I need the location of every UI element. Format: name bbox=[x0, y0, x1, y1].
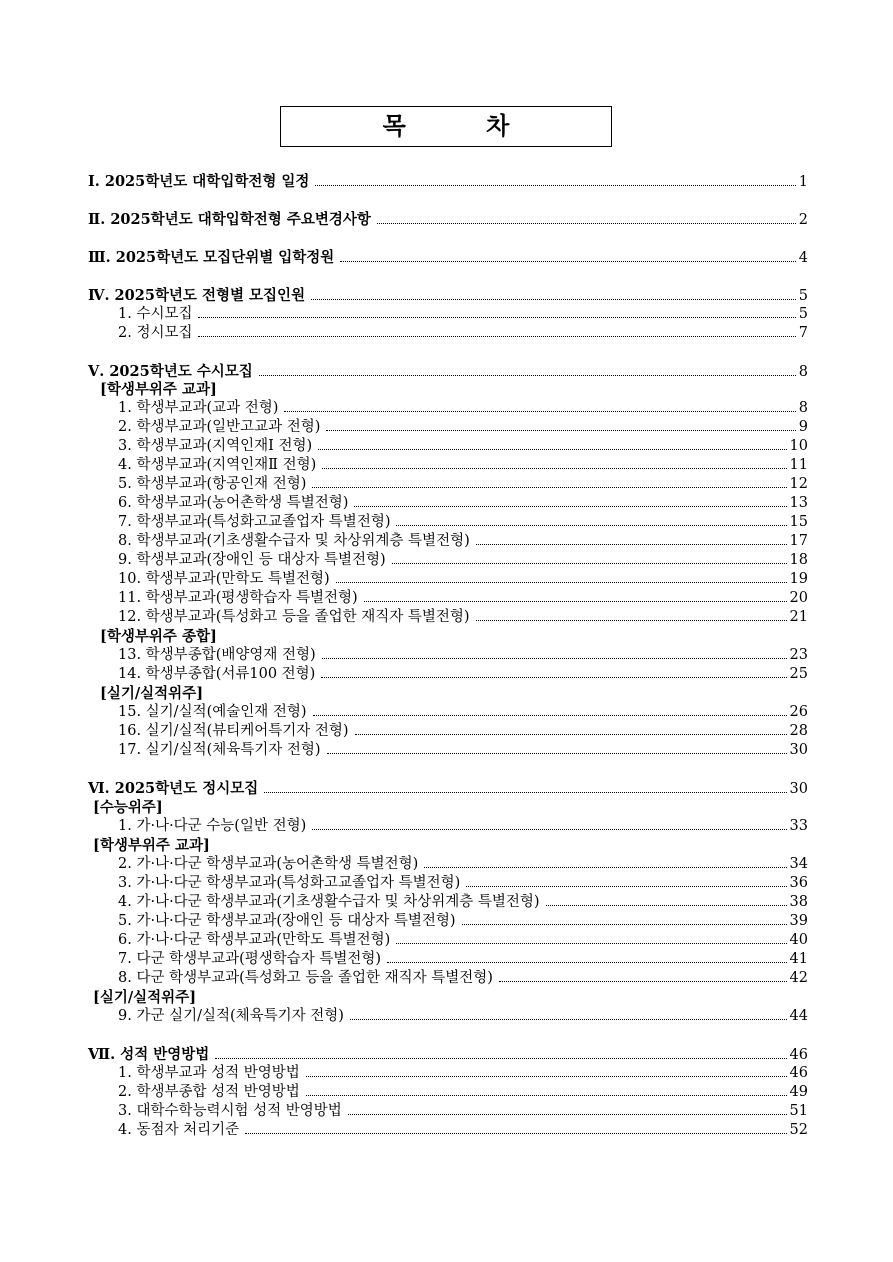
toc-page-number: 52 bbox=[789, 1122, 808, 1138]
dot-leader bbox=[327, 752, 787, 754]
toc-page-number: 1 bbox=[798, 174, 808, 190]
toc-item[interactable] bbox=[118, 608, 808, 627]
dot-leader bbox=[354, 505, 786, 507]
dot-leader bbox=[377, 222, 796, 224]
toc-page-number: 28 bbox=[789, 723, 808, 739]
toc-item-label: 7. 학생부교과(특성화고교졸업자 특별전형) bbox=[118, 514, 391, 530]
toc-item[interactable] bbox=[118, 456, 808, 475]
dot-leader bbox=[355, 733, 787, 735]
toc-item[interactable] bbox=[118, 1064, 808, 1083]
dot-leader bbox=[312, 828, 786, 830]
toc-page-number: 19 bbox=[789, 571, 808, 587]
toc-item-label: 1. 학생부교과 성적 반영방법 bbox=[118, 1065, 300, 1081]
toc-page-number: 34 bbox=[789, 856, 808, 872]
toc-item[interactable] bbox=[118, 874, 808, 893]
toc-item-label: 6. 학생부교과(농어촌학생 특별전형) bbox=[118, 495, 349, 511]
toc-item[interactable] bbox=[118, 570, 808, 589]
toc-item[interactable] bbox=[118, 665, 808, 684]
dot-leader bbox=[321, 676, 786, 678]
dot-leader bbox=[198, 316, 795, 318]
toc-page-number: 2 bbox=[798, 212, 808, 228]
toc-item-label: 1. 가·나·다군 수능(일반 전형) bbox=[118, 818, 307, 834]
toc-item[interactable] bbox=[118, 950, 808, 969]
toc-page-number: 4 bbox=[798, 250, 808, 266]
dot-leader bbox=[364, 600, 787, 602]
dot-leader bbox=[322, 657, 787, 659]
toc-item[interactable] bbox=[118, 703, 808, 722]
toc-item-label: 13. 학생부종합(배양영재 전형) bbox=[118, 647, 316, 663]
toc-chapter-label: Ⅶ. 성적 반영방법 bbox=[88, 1046, 210, 1063]
dot-leader bbox=[350, 1018, 787, 1020]
toc-item[interactable] bbox=[118, 418, 808, 437]
toc-group-heading: [실기/실적위주] bbox=[100, 685, 204, 702]
toc-item-label: 1. 수시모집 bbox=[118, 306, 193, 322]
toc-chapter-7[interactable] bbox=[88, 1045, 808, 1064]
toc-page-number: 8 bbox=[798, 400, 808, 416]
toc-item[interactable] bbox=[118, 1007, 808, 1026]
toc-chapter-label: Ⅰ. 2025학년도 대학입학전형 일정 bbox=[88, 173, 310, 190]
toc-item[interactable] bbox=[118, 305, 808, 324]
toc-item-label: 2. 학생부교과(일반고교과 전형) bbox=[118, 419, 321, 435]
dot-leader bbox=[322, 467, 786, 469]
dot-leader bbox=[198, 335, 795, 337]
toc-item[interactable] bbox=[118, 931, 808, 950]
toc-chapter-label: Ⅴ. 2025학년도 수시모집 bbox=[88, 363, 253, 380]
toc-chapter-4[interactable] bbox=[88, 286, 808, 305]
toc-item-label: 9. 학생부교과(장애인 등 대상자 특별전형) bbox=[118, 552, 386, 568]
toc-item-label: 8. 다군 학생부교과(특성화고 등을 졸업한 재직자 특별전형) bbox=[118, 970, 493, 986]
dot-leader bbox=[546, 904, 787, 906]
toc-item-label: 16. 실기/실적(뷰티케어특기자 전형) bbox=[118, 723, 349, 739]
toc-item-label: 15. 실기/실적(예술인재 전형) bbox=[118, 704, 307, 720]
toc-page-number: 10 bbox=[789, 438, 808, 454]
toc-page-number: 9 bbox=[798, 419, 808, 435]
toc-item[interactable] bbox=[118, 1102, 808, 1121]
toc-item-label: 2. 정시모집 bbox=[118, 325, 193, 341]
toc-item-label: 6. 가·나·다군 학생부교과(만학도 특별전형) bbox=[118, 932, 391, 948]
dot-leader bbox=[306, 1094, 787, 1096]
toc-page-number: 39 bbox=[789, 913, 808, 929]
toc-item[interactable] bbox=[118, 551, 808, 570]
toc-group-heading: [실기/실적위주] bbox=[93, 989, 197, 1006]
toc-item[interactable] bbox=[118, 532, 808, 551]
toc-item-label: 4. 학생부교과(지역인재Ⅱ 전형) bbox=[118, 457, 317, 473]
toc-page-number: 46 bbox=[789, 1047, 808, 1063]
toc-page-number: 12 bbox=[789, 476, 808, 492]
toc-page-number: 17 bbox=[789, 533, 808, 549]
toc-chapter-2[interactable] bbox=[88, 210, 808, 229]
dot-leader bbox=[264, 791, 786, 793]
dot-leader bbox=[499, 980, 787, 982]
toc-page-number: 21 bbox=[789, 609, 808, 625]
dot-leader bbox=[318, 448, 786, 450]
toc-item-label: 10. 학생부교과(만학도 특별전형) bbox=[118, 571, 330, 587]
toc-item-label: 5. 학생부교과(항공인재 전형) bbox=[118, 476, 307, 492]
dot-leader bbox=[306, 1075, 787, 1077]
toc-page-number: 36 bbox=[789, 875, 808, 891]
toc-page-number: 46 bbox=[789, 1065, 808, 1081]
toc-item-label: 1. 학생부교과(교과 전형) bbox=[118, 400, 279, 416]
toc-page-number: 44 bbox=[789, 1008, 808, 1024]
toc-item-label: 2. 가·나·다군 학생부교과(농어촌학생 특별전형) bbox=[118, 856, 419, 872]
toc-chapter-6[interactable] bbox=[88, 779, 808, 798]
toc-page-number: 42 bbox=[789, 970, 808, 986]
toc-item-label: 9. 가군 실기/실적(체육특기자 전형) bbox=[118, 1008, 344, 1024]
toc-item[interactable] bbox=[118, 324, 808, 343]
toc-item[interactable] bbox=[118, 817, 808, 836]
dot-leader bbox=[312, 486, 786, 488]
toc-item-label: 3. 가·나·다군 학생부교과(특성화고교졸업자 특별전형) bbox=[118, 875, 461, 891]
toc-item-label: 4. 동점자 처리기준 bbox=[118, 1122, 240, 1138]
toc-chapter-3[interactable] bbox=[88, 248, 808, 267]
dot-leader bbox=[313, 714, 787, 716]
toc-page-number: 5 bbox=[798, 288, 808, 304]
dot-leader bbox=[336, 581, 787, 583]
toc-page-number: 40 bbox=[789, 932, 808, 948]
toc-item[interactable] bbox=[118, 646, 808, 665]
toc-group-heading: [수능위주] bbox=[93, 799, 163, 816]
toc-page-number: 25 bbox=[789, 666, 808, 682]
toc-page-number: 30 bbox=[789, 781, 808, 797]
dot-leader bbox=[387, 961, 786, 963]
toc-chapter-label: Ⅳ. 2025학년도 전형별 모집인원 bbox=[88, 287, 306, 304]
dot-leader bbox=[284, 410, 795, 412]
toc-item[interactable] bbox=[118, 437, 808, 456]
toc-chapter-label: Ⅲ. 2025학년도 모집단위별 입학정원 bbox=[88, 249, 335, 266]
toc-item[interactable] bbox=[118, 912, 808, 931]
toc-item[interactable] bbox=[118, 475, 808, 494]
dot-leader bbox=[476, 619, 787, 621]
dot-leader bbox=[424, 866, 786, 868]
toc-item[interactable] bbox=[118, 494, 808, 513]
dot-leader bbox=[348, 1113, 787, 1115]
toc-chapter-label: Ⅱ. 2025학년도 대학입학전형 주요변경사항 bbox=[88, 211, 371, 228]
dot-leader bbox=[396, 524, 786, 526]
toc-item[interactable] bbox=[118, 969, 808, 988]
dot-leader bbox=[340, 260, 795, 262]
toc-item[interactable] bbox=[118, 589, 808, 608]
dot-leader bbox=[476, 543, 787, 545]
toc-page-number: 41 bbox=[789, 951, 808, 967]
toc-page-number: 8 bbox=[798, 364, 808, 380]
toc-item-label: 3. 대학수학능력시험 성적 반영방법 bbox=[118, 1103, 342, 1119]
toc-page-number: 11 bbox=[789, 457, 808, 473]
dot-leader bbox=[462, 923, 787, 925]
toc-item-label: 8. 학생부교과(기초생활수급자 및 차상위계층 특별전형) bbox=[118, 533, 470, 549]
dot-leader bbox=[315, 184, 795, 186]
toc-chapter-5[interactable] bbox=[88, 362, 808, 381]
toc-page-number: 15 bbox=[789, 514, 808, 530]
toc-item[interactable] bbox=[118, 399, 808, 418]
dot-leader bbox=[259, 374, 796, 376]
toc-item[interactable] bbox=[118, 741, 808, 760]
toc-page-number: 38 bbox=[789, 894, 808, 910]
toc-item-label: 4. 가·나·다군 학생부교과(기초생활수급자 및 차상위계층 특별전형) bbox=[118, 894, 540, 910]
toc-item-label: 3. 학생부교과(지역인재Ⅰ 전형) bbox=[118, 438, 313, 454]
toc-item[interactable] bbox=[118, 513, 808, 532]
toc-page-number: 30 bbox=[789, 742, 808, 758]
toc-page-number: 20 bbox=[789, 590, 808, 606]
toc-item[interactable] bbox=[118, 1083, 808, 1102]
page-title: 목 차 bbox=[280, 106, 612, 147]
toc-item-label: 11. 학생부교과(평생학습자 특별전형) bbox=[118, 590, 358, 606]
toc-page-number: 26 bbox=[789, 704, 808, 720]
toc-page-number: 33 bbox=[789, 818, 808, 834]
toc-item-label: 5. 가·나·다군 학생부교과(장애인 등 대상자 특별전형) bbox=[118, 913, 456, 929]
toc-page-number: 18 bbox=[789, 552, 808, 568]
toc-chapter-label: Ⅵ. 2025학년도 정시모집 bbox=[88, 780, 259, 797]
dot-leader bbox=[466, 885, 786, 887]
toc-item[interactable] bbox=[118, 722, 808, 741]
toc-page-number: 51 bbox=[789, 1103, 808, 1119]
dot-leader bbox=[245, 1132, 786, 1134]
toc-item-label: 7. 다군 학생부교과(평생학습자 특별전형) bbox=[118, 951, 382, 967]
toc-item[interactable] bbox=[118, 855, 808, 874]
toc-page-number: 49 bbox=[789, 1084, 808, 1100]
toc-page-number: 7 bbox=[798, 325, 808, 341]
dot-leader bbox=[392, 562, 787, 564]
toc-item-label: 2. 학생부종합 성적 반영방법 bbox=[118, 1084, 300, 1100]
toc-page-number: 5 bbox=[798, 306, 808, 322]
dot-leader bbox=[311, 298, 796, 300]
toc-item[interactable] bbox=[118, 893, 808, 912]
toc-group-heading: [학생부위주 종합] bbox=[100, 628, 217, 645]
toc-item[interactable] bbox=[118, 1121, 808, 1140]
toc-group-heading: [학생부위주 교과] bbox=[100, 381, 217, 398]
dot-leader bbox=[396, 942, 786, 944]
toc-page-number: 13 bbox=[789, 495, 808, 511]
toc-group-heading: [학생부위주 교과] bbox=[93, 837, 210, 854]
dot-leader bbox=[215, 1057, 786, 1059]
toc-item-label: 14. 학생부종합(서류100 전형) bbox=[118, 666, 316, 682]
toc-page-number: 23 bbox=[789, 647, 808, 663]
toc-item-label: 17. 실기/실적(체육특기자 전형) bbox=[118, 742, 321, 758]
toc-item-label: 12. 학생부교과(특성화고 등을 졸업한 재직자 특별전형) bbox=[118, 609, 470, 625]
toc-chapter-1[interactable] bbox=[88, 172, 808, 191]
dot-leader bbox=[326, 429, 795, 431]
